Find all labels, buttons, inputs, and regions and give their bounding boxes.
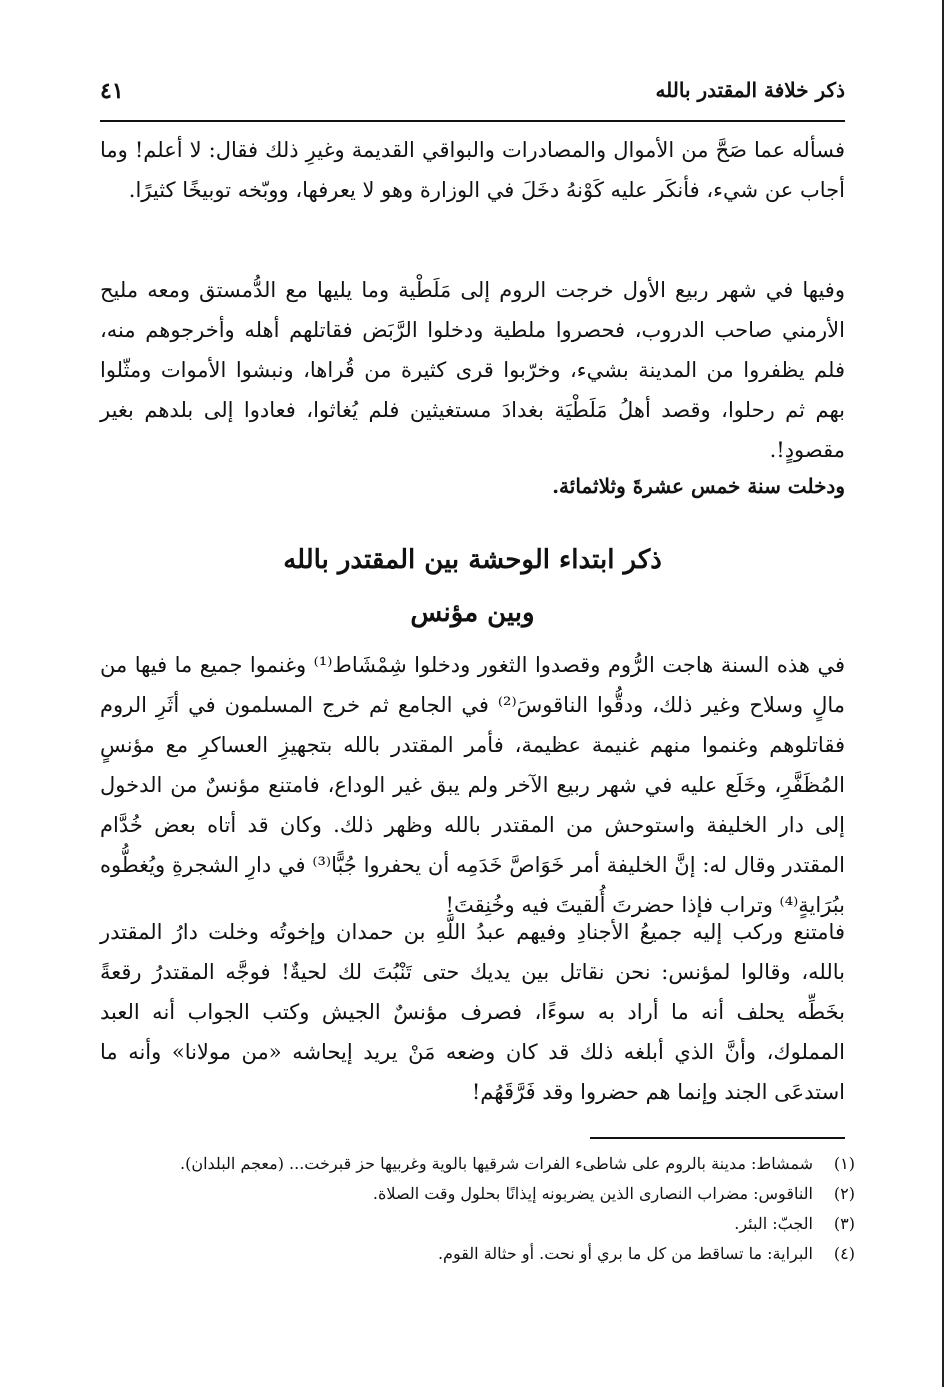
page-header [100,78,845,118]
running-title: ذكر خلافة المقتدر بالله [655,78,845,102]
page-edge-line [942,0,944,1387]
footnote-number: (٤) [833,1244,855,1263]
footnote-number: (٣) [833,1214,855,1233]
footnote-text: شمشاط: مدينة بالروم على شاطىء الفرات شرقيها بالوية وغربيها حز قبرخت... (معجم البلدان). [180,1154,813,1173]
footnote-text: البراية: ما تساقط من كل ما بري أو نحت. أو حثالة القوم. [437,1244,813,1263]
footnote-3 [100,1210,855,1238]
footnote-2 [100,1180,855,1208]
page-number: ٤١ [100,78,124,104]
footnote-text: الناقوس: مضراب النصارى الذين يضربونه إيذانًا بحلول وقت الصلاة. [372,1184,813,1203]
footnote-number: (١) [833,1154,855,1173]
footnotes [100,1150,855,1270]
section-heading-line-1: ذكر ابتداء الوحشة بين المقتدر بالله [283,545,662,575]
section-paragraph-1: في هذه السنة هاجت الرُّوم وقصدوا الثغور ودخلوا شِمْشَاط⁽¹⁾ وغنموا جميع ما فيها من مالٍ وسلاح وغير ذلك، ودقُّوا الناقوسَ⁽²⁾ في الجامع ثم خرج المسلمون في أثَرِ الروم فقاتلوهم وغنموا منهم غنيمة عظيمة، فأمر المقتدر بالله بتجهيزِ العساكرِ مع مؤنسٍ المُظَفَّرِ، وخَلَع عليه في شهر ربيع الآخر ولم يبق غير الوداع، فامتنع مؤنسٌ من الدخول إلى دار الخليفة واستوحش من المقتدر بالله وظهر ذلك. وكان قد أتاه بعض خُدَّام المقتدر وقال له: إنَّ الخليفة أمر خَوَاصَّ خَدَمِه أن يحفروا جُبًّا⁽³⁾ في دارِ الشجرةِ ويُغطُّوه ببُرَايةٍ⁽⁴⁾ وتراب فإذا حضرتَ أُلقيتَ فيه وخُنِقتَ! [100,653,845,917]
section-paragraph-2: فامتنع وركب إليه جميعُ الأجنادِ وفيهم عبدُ اللَّهِ بن حمدان وإخوتُه وخلت دارُ المقتدر بالله، وقالوا لمؤنس: نحن نقاتل بين يديك حتى تَنْبُتَ لك لحيةٌ! فوجَّه المقتدرُ رقعةً بخَطِّه يحلف أنه ما أراد به سوءًا، فصرف مؤنسٌ الجيش وكتب الجواب أنه العبد المملوك، وأنَّ الذي أبلغه ذلك قد كان وضعه مَنْ يريد إيحاشه «من مولانا» وأنه ما استدعَى الجند وإنما هم حضروا وقد فَرَّقَهُم! [100,920,845,1104]
footnote-text: الجبّ: البئر. [734,1214,813,1233]
footnote-number: (٢) [833,1184,855,1203]
paragraph-2: وفيها في شهر ربيع الأول خرجت الروم إلى مَلَطْية وما يليها مع الدُّمستق ومعه مليح الأرمني صاحب الدروب، فحصروا ملطية ودخلوا الرَّبَض فقاتلهم أهله وأخرجوهم منه، فلم يظفروا من المدينة بشيء، وخرّبوا قرى كثيرة من قُراها، ونبشوا الأموات ومثّلوا بهم ثم رحلوا، وقصد أهلُ مَلَطْيَة بغدادَ مستغيثين فلم يُغاثوا، فعادوا إلى بلدهم بغير مقصودٍ!. [100,278,845,462]
footnote-1 [100,1150,855,1178]
year-line: ودخلت سنة خمس عشرةَ وثلاثمائة. [552,474,845,498]
footnote-4 [100,1240,855,1268]
section-heading-line-2: وبين مؤنس [410,598,535,628]
footnote-rule [590,1137,845,1139]
paragraph-1: فسأله عما صَحَّ من الأموال والمصادرات والبواقي القديمة وغيرِ ذلك فقال: لا أعلم! وما أجاب عن شيء، فأنكَر عليه كَوْنهُ دخَلَ في الوزارة وهو لا يعرفها، ووبّخه توبيخًا كثيرًا. [100,138,845,202]
header-rule [100,120,845,122]
